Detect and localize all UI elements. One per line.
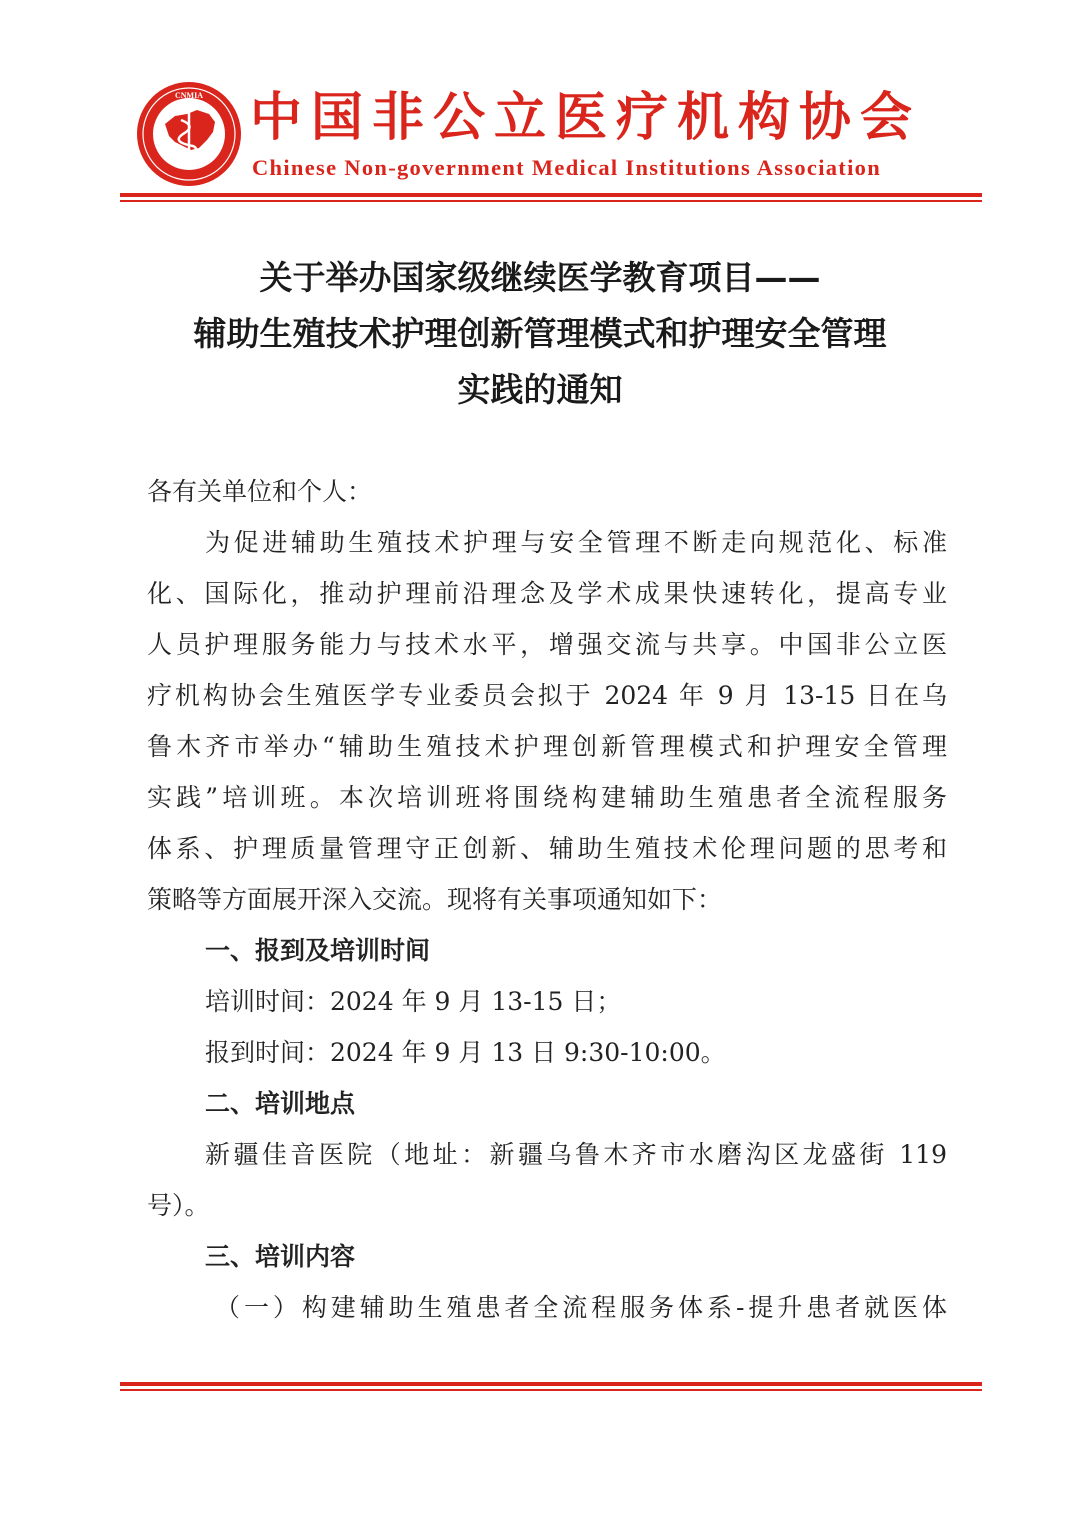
location-line: 新疆佳音医院（地址：新疆乌鲁木齐市水磨沟区龙盛街 119 <box>205 1140 947 1169</box>
intro-line: 体系、护理质量管理守正创新、辅助生殖技术伦理问题的思考和 <box>147 834 947 863</box>
salutation: 各有关单位和个人： <box>147 477 373 506</box>
intro-line: 人员护理服务能力与技术水平，增强交流与共享。中国非公立医 <box>147 630 947 659</box>
footer-divider <box>120 1382 982 1391</box>
title-line-1: 关于举办国家级继续医学教育项目—— <box>259 258 821 297</box>
section-heading-content: 三、培训内容 <box>205 1242 356 1271</box>
title-line-2: 辅助生殖技术护理创新管理模式和护理安全管理 <box>193 314 887 353</box>
content-item: （一）构建辅助生殖患者全流程服务体系-提升患者就医体 <box>215 1293 947 1322</box>
intro-line: 化、国际化，推动护理前沿理念及学术成果快速转化，提高专业 <box>147 579 947 608</box>
registration-time: 报到时间：2024 年 9 月 13 日 9:30-10:00。 <box>205 1038 726 1067</box>
intro-line: 鲁木齐市举办“辅助生殖技术护理创新管理模式和护理安全管理 <box>147 732 947 761</box>
association-seal-icon <box>135 80 243 188</box>
document-body <box>147 466 947 1333</box>
org-name-english: Chinese Non-government Medical Institutions Association <box>252 155 882 180</box>
intro-line: 实践”培训班。本次培训班将围绕构建辅助生殖患者全流程服务 <box>147 783 947 812</box>
location-line: 号）。 <box>147 1191 210 1220</box>
seal-abbr: CNMIA <box>175 91 203 100</box>
training-time: 培训时间：2024 年 9 月 13-15 日； <box>205 987 622 1016</box>
title-line-3: 实践的通知 <box>457 370 623 409</box>
section-heading-location: 二、培训地点 <box>205 1089 356 1118</box>
header-divider <box>120 193 982 202</box>
document-title <box>100 250 980 418</box>
letterhead <box>0 0 1080 200</box>
intro-line: 策略等方面展开深入交流。现将有关事项通知如下： <box>147 885 723 914</box>
section-heading-schedule: 一、报到及培训时间 <box>205 936 431 965</box>
intro-line: 为促进辅助生殖技术护理与安全管理不断走向规范化、标准 <box>205 528 947 557</box>
intro-line: 疗机构协会生殖医学专业委员会拟于 2024 年 9 月 13-15 日在乌 <box>147 681 947 710</box>
org-name-chinese: 中国非公立医疗机构协会 <box>250 87 922 148</box>
